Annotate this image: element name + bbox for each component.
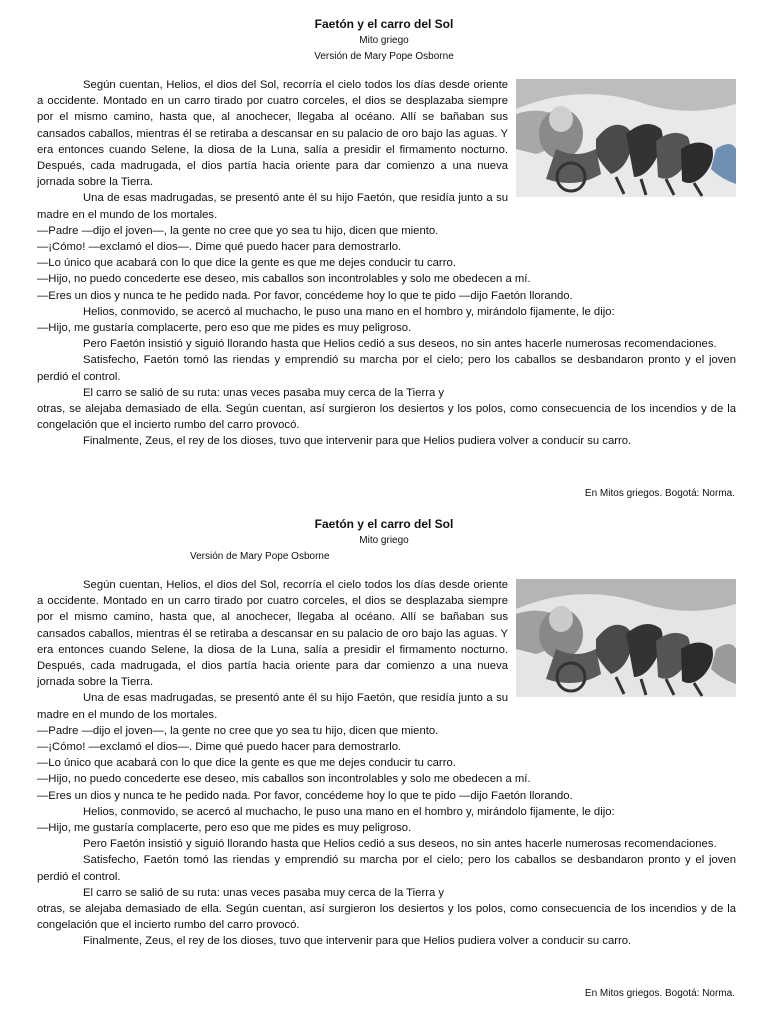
chariot-horses-illustration: [516, 579, 736, 697]
story-copy-1: [0, 0, 768, 510]
paragraph: El carro se salió de su ruta: unas veces pasaba muy cerca de la Tierra y: [83, 886, 445, 899]
paragraph: Helios, conmovido, se acercó al muchacho, le puso una mano en el hombro y, mirándolo fijamente, le dijo:: [83, 805, 615, 818]
paragraph: Helios, conmovido, se acercó al muchacho, le puso una mano en el hombro y, mirándolo fijamente, le dijo:: [83, 305, 615, 318]
paragraph: Según cuentan, Helios, el dios del Sol, recorría el cielo todos los días desde oriente a occidente. Montado en un carro tirado por cuatro corceles, el dios se desplazaba siempre por el mismo camino, hasta que, al anochecer, llegaba al océano. Allí se bañaban sus cansados caballos, mientras él se retiraba a descansar en su palacio de oro bajo las aguas. Y era entonces cuando Selene, la diosa de la Luna, salía a presidir el firmamento nocturno. Después, cada madrugada, el dios partía hacia oriente para dar comienzo a una nueva jornada sobre la Tierra.: [37, 579, 508, 689]
dialogue-line: —Eres un dios y nunca te he pedido nada. Por favor, concédeme hoy lo que te pido —dijo Faetón llorando.: [37, 289, 573, 302]
dialogue-line: —Hijo, me gustaría complacerte, pero eso que me pides es muy peligroso.: [37, 822, 412, 835]
chariot-horses-illustration: [516, 79, 736, 197]
paragraph: Pero Faetón insistió y siguió llorando hasta que Helios cedió a sus deseos, no sin antes hacerle numerosas recomendaciones.: [83, 838, 717, 851]
story-version: Versión de Mary Pope Osborne: [314, 51, 454, 62]
dialogue-line: —Eres un dios y nunca te he pedido nada. Por favor, concédeme hoy lo que te pido —dijo Faetón llorando.: [37, 789, 573, 802]
dialogue-line: —Padre —dijo el joven—, la gente no cree que yo sea tu hijo, dicen que miento.: [37, 224, 439, 237]
story-subtitle: Mito griego: [359, 35, 409, 46]
story-title: Faetón y el carro del Sol: [314, 517, 454, 531]
dialogue-line: —Lo único que acabará con lo que dice la gente es que me dejes conducir tu carro.: [37, 257, 456, 270]
paragraph: Finalmente, Zeus, el rey de los dioses, tuvo que intervenir para que Helios pudiera volver a conducir su carro.: [83, 935, 632, 948]
story-body: [37, 577, 736, 950]
paragraph: Pero Faetón insistió y siguió llorando hasta que Helios cedió a sus deseos, no sin antes hacerle numerosas recomendaciones.: [83, 338, 717, 351]
chariot-horses-icon: [516, 579, 736, 697]
dialogue-line: —¡Cómo! —exclamó el dios—. Dime qué puedo hacer para demostrarlo.: [37, 241, 402, 254]
paragraph: Según cuentan, Helios, el dios del Sol, recorría el cielo todos los días desde oriente a occidente. Montado en un carro tirado por cuatro corceles, el dios se desplazaba siempre por el mismo camino, hasta que, al anochecer, llegaba al océano. Allí se bañaban sus cansados caballos, mientras él se retiraba a descansar en su palacio de oro bajo las aguas. Y era entonces cuando Selene, la diosa de la Luna, salía a presidir el firmamento nocturno. Después, cada madrugada, el dios partía hacia oriente para dar comienzo a una nueva jornada sobre la Tierra.: [37, 79, 508, 189]
dialogue-line: —¡Cómo! —exclamó el dios—. Dime qué puedo hacer para demostrarlo.: [37, 741, 402, 754]
dialogue-line: —Hijo, no puedo concederte ese deseo, mis caballos son incontrolables y solo me obedecen a mí.: [37, 273, 531, 286]
dialogue-line: —Padre —dijo el joven—, la gente no cree que yo sea tu hijo, dicen que miento.: [37, 724, 439, 737]
paragraph: otras, se alejaba demasiado de ella. Según cuentan, así surgieron los desiertos y los polos, como consecuencia de los incendios y de la congelación que el incierto rumbo del carro provocó.: [37, 903, 736, 932]
chariot-horses-icon: [516, 79, 736, 197]
paragraph: otras, se alejaba demasiado de ella. Según cuentan, así surgieron los desiertos y los polos, como consecuencia de los incendios y de la congelación que el incierto rumbo del carro provocó.: [37, 403, 736, 432]
dialogue-line: —Hijo, no puedo concederte ese deseo, mis caballos son incontrolables y solo me obedecen a mí.: [37, 773, 531, 786]
dialogue-line: —Hijo, me gustaría complacerte, pero eso que me pides es muy peligroso.: [37, 322, 412, 335]
paragraph: Finalmente, Zeus, el rey de los dioses, tuvo que intervenir para que Helios pudiera volver a conducir su carro.: [83, 435, 632, 448]
story-copy-2: [0, 500, 768, 1010]
source-citation: En Mitos griegos. Bogotá: Norma.: [584, 988, 735, 999]
source-citation: En Mitos griegos. Bogotá: Norma.: [584, 488, 735, 499]
paragraph: El carro se salió de su ruta: unas veces pasaba muy cerca de la Tierra y: [83, 386, 445, 399]
story-body: [37, 77, 736, 450]
story-title: Faetón y el carro del Sol: [314, 17, 454, 31]
paragraph: Una de esas madrugadas, se presentó ante él su hijo Faetón, que residía junto a su madre en el mundo de los mortales.: [37, 192, 508, 221]
story-subtitle: Mito griego: [359, 535, 409, 546]
paragraph: Satisfecho, Faetón tomó las riendas y emprendió su marcha por el cielo; pero los caballos se desbandaron pronto y el joven perdió el control.: [37, 354, 736, 383]
dialogue-line: —Lo único que acabará con lo que dice la gente es que me dejes conducir tu carro.: [37, 757, 456, 770]
paragraph: Satisfecho, Faetón tomó las riendas y emprendió su marcha por el cielo; pero los caballos se desbandaron pronto y el joven perdió el control.: [37, 854, 736, 883]
story-version: Versión de Mary Pope Osborne: [190, 551, 330, 562]
paragraph: Una de esas madrugadas, se presentó ante él su hijo Faetón, que residía junto a su madre en el mundo de los mortales.: [37, 692, 508, 721]
